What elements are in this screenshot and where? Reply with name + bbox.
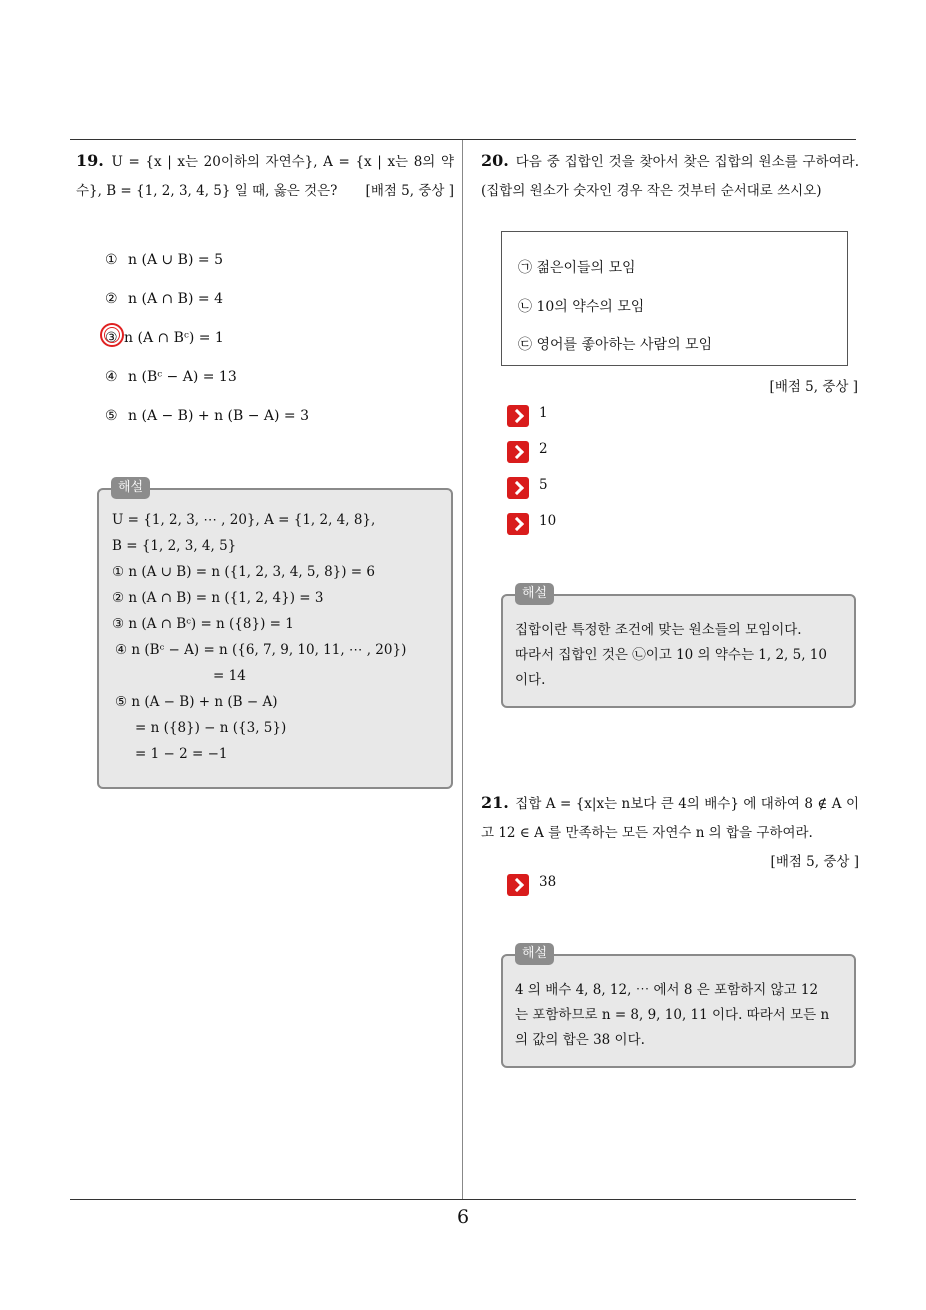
red-circle-mark-icon <box>100 323 124 347</box>
choice-4[interactable] <box>105 369 237 385</box>
solution-line: = n ({8}) − n ({3, 5}) <box>135 720 287 736</box>
solution-line: B = {1, 2, 3, 4, 5} <box>112 538 237 554</box>
choice-expr: n (A − B) + n (B − A) = 3 <box>128 408 310 424</box>
choice-mark: ④ <box>105 369 118 385</box>
solution-line: 이다. <box>515 672 546 688</box>
choice-1[interactable] <box>105 252 223 268</box>
chevron-right-icon <box>507 477 529 499</box>
choice-mark: ③ <box>105 330 118 346</box>
solution-line: 따라서 집합인 것은 ㉡이고 10 의 약수는 1, 2, 5, 10 <box>515 647 827 663</box>
solution-label: 해설 <box>515 583 554 605</box>
solution-line: ① n (A ∪ B) = n ({1, 2, 3, 4, 5, 8}) = 6 <box>112 564 375 580</box>
solution-line: ③ n (A ∩ Bᶜ) = n ({8}) = 1 <box>112 616 294 632</box>
question-21 <box>481 788 859 877</box>
bottom-rule <box>70 1199 856 1200</box>
choice-expr: n (A ∪ B) = 5 <box>128 252 223 268</box>
answer-value: 2 <box>539 441 548 457</box>
answer-value: 10 <box>539 513 557 529</box>
choice-5[interactable] <box>105 408 309 424</box>
solution-line: ② n (A ∩ B) = n ({1, 2, 4}) = 3 <box>112 590 324 606</box>
choice-mark: ① <box>105 252 118 268</box>
chevron-right-icon <box>507 405 529 427</box>
solution-line: ⑤ n (A − B) + n (B − A) <box>115 694 278 710</box>
choice-2[interactable] <box>105 291 223 307</box>
solution-label: 해설 <box>515 943 554 965</box>
score-label: [배점 5, 중상 ] <box>769 379 858 395</box>
choice-box-20 <box>501 231 848 366</box>
question-number: 21. <box>481 793 509 812</box>
solution-line: 4 의 배수 4, 8, 12, ⋯ 에서 8 은 포함하지 않고 12 <box>515 982 819 998</box>
question-text: 집합 A = {x|x는 n보다 큰 4의 배수} 에 대하여 8 ∉ A 이고 12 ∈ A 를 만족하는 모든 자연수 n 의 합을 구하여라. <box>481 796 859 841</box>
solution-line: 는 포함하므로 n = 8, 9, 10, 11 이다. 따라서 모든 n <box>515 1007 830 1023</box>
column-divider <box>462 140 463 1200</box>
question-text: 다음 중 집합인 것을 찾아서 찾은 집합의 원소를 구하여라. (집합의 원소가 숫자인 경우 작은 것부터 순서대로 쓰시오) <box>481 154 859 199</box>
solution-box-21 <box>501 946 856 1068</box>
selected-choice-mark <box>105 330 118 346</box>
solution-box-20 <box>501 586 856 708</box>
solution-line: 의 값의 합은 38 이다. <box>515 1032 645 1048</box>
solution-line: = 1 − 2 = −1 <box>135 746 228 762</box>
choice-3[interactable] <box>105 330 224 346</box>
question-20 <box>481 146 859 206</box>
answer-value: 38 <box>539 874 557 890</box>
choice-expr: n (Bᶜ − A) = 13 <box>128 369 237 385</box>
top-rule <box>70 139 856 140</box>
question-number: 20. <box>481 151 509 170</box>
solution-line: U = {1, 2, 3, ⋯ , 20}, A = {1, 2, 4, 8}, <box>112 512 376 528</box>
choice-mark: ② <box>105 291 118 307</box>
solution-line: = 14 <box>213 668 246 684</box>
box-item-1: ㉠ 젊은이들의 모임 <box>518 260 636 276</box>
box-item-3: ㉢ 영어를 좋아하는 사람의 모임 <box>518 337 713 353</box>
question-text: U = {x | x는 20이하의 자연수}, A = {x | x는 8의 약수}, B = {1, 2, 3, 4, 5} 일 때, 옳은 것은? <box>76 154 454 199</box>
chevron-right-icon <box>507 513 529 535</box>
page-number: 6 <box>456 1206 470 1228</box>
solution-line: 집합이란 특정한 조건에 맞는 원소들의 모임이다. <box>515 622 802 638</box>
question-number: 19. <box>76 151 104 170</box>
score-label: [배점 5, 중상 ] <box>770 854 859 870</box>
solution-line: ④ n (Bᶜ − A) = n ({6, 7, 9, 10, 11, ⋯ , 20}) <box>115 642 407 658</box>
solution-label: 해설 <box>111 477 150 499</box>
chevron-right-icon <box>507 441 529 463</box>
choice-mark: ⑤ <box>105 408 118 424</box>
question-19 <box>76 146 454 206</box>
choice-expr: n (A ∩ B) = 4 <box>128 291 223 307</box>
box-item-2: ㉡ 10의 약수의 모임 <box>518 299 645 315</box>
choice-expr: n (A ∩ Bᶜ) = 1 <box>124 330 224 346</box>
solution-box-19 <box>97 480 453 789</box>
score-label: [배점 5, 중상 ] <box>365 183 454 199</box>
answer-value: 1 <box>539 405 548 421</box>
answer-value: 5 <box>539 477 548 493</box>
chevron-right-icon <box>507 874 529 896</box>
